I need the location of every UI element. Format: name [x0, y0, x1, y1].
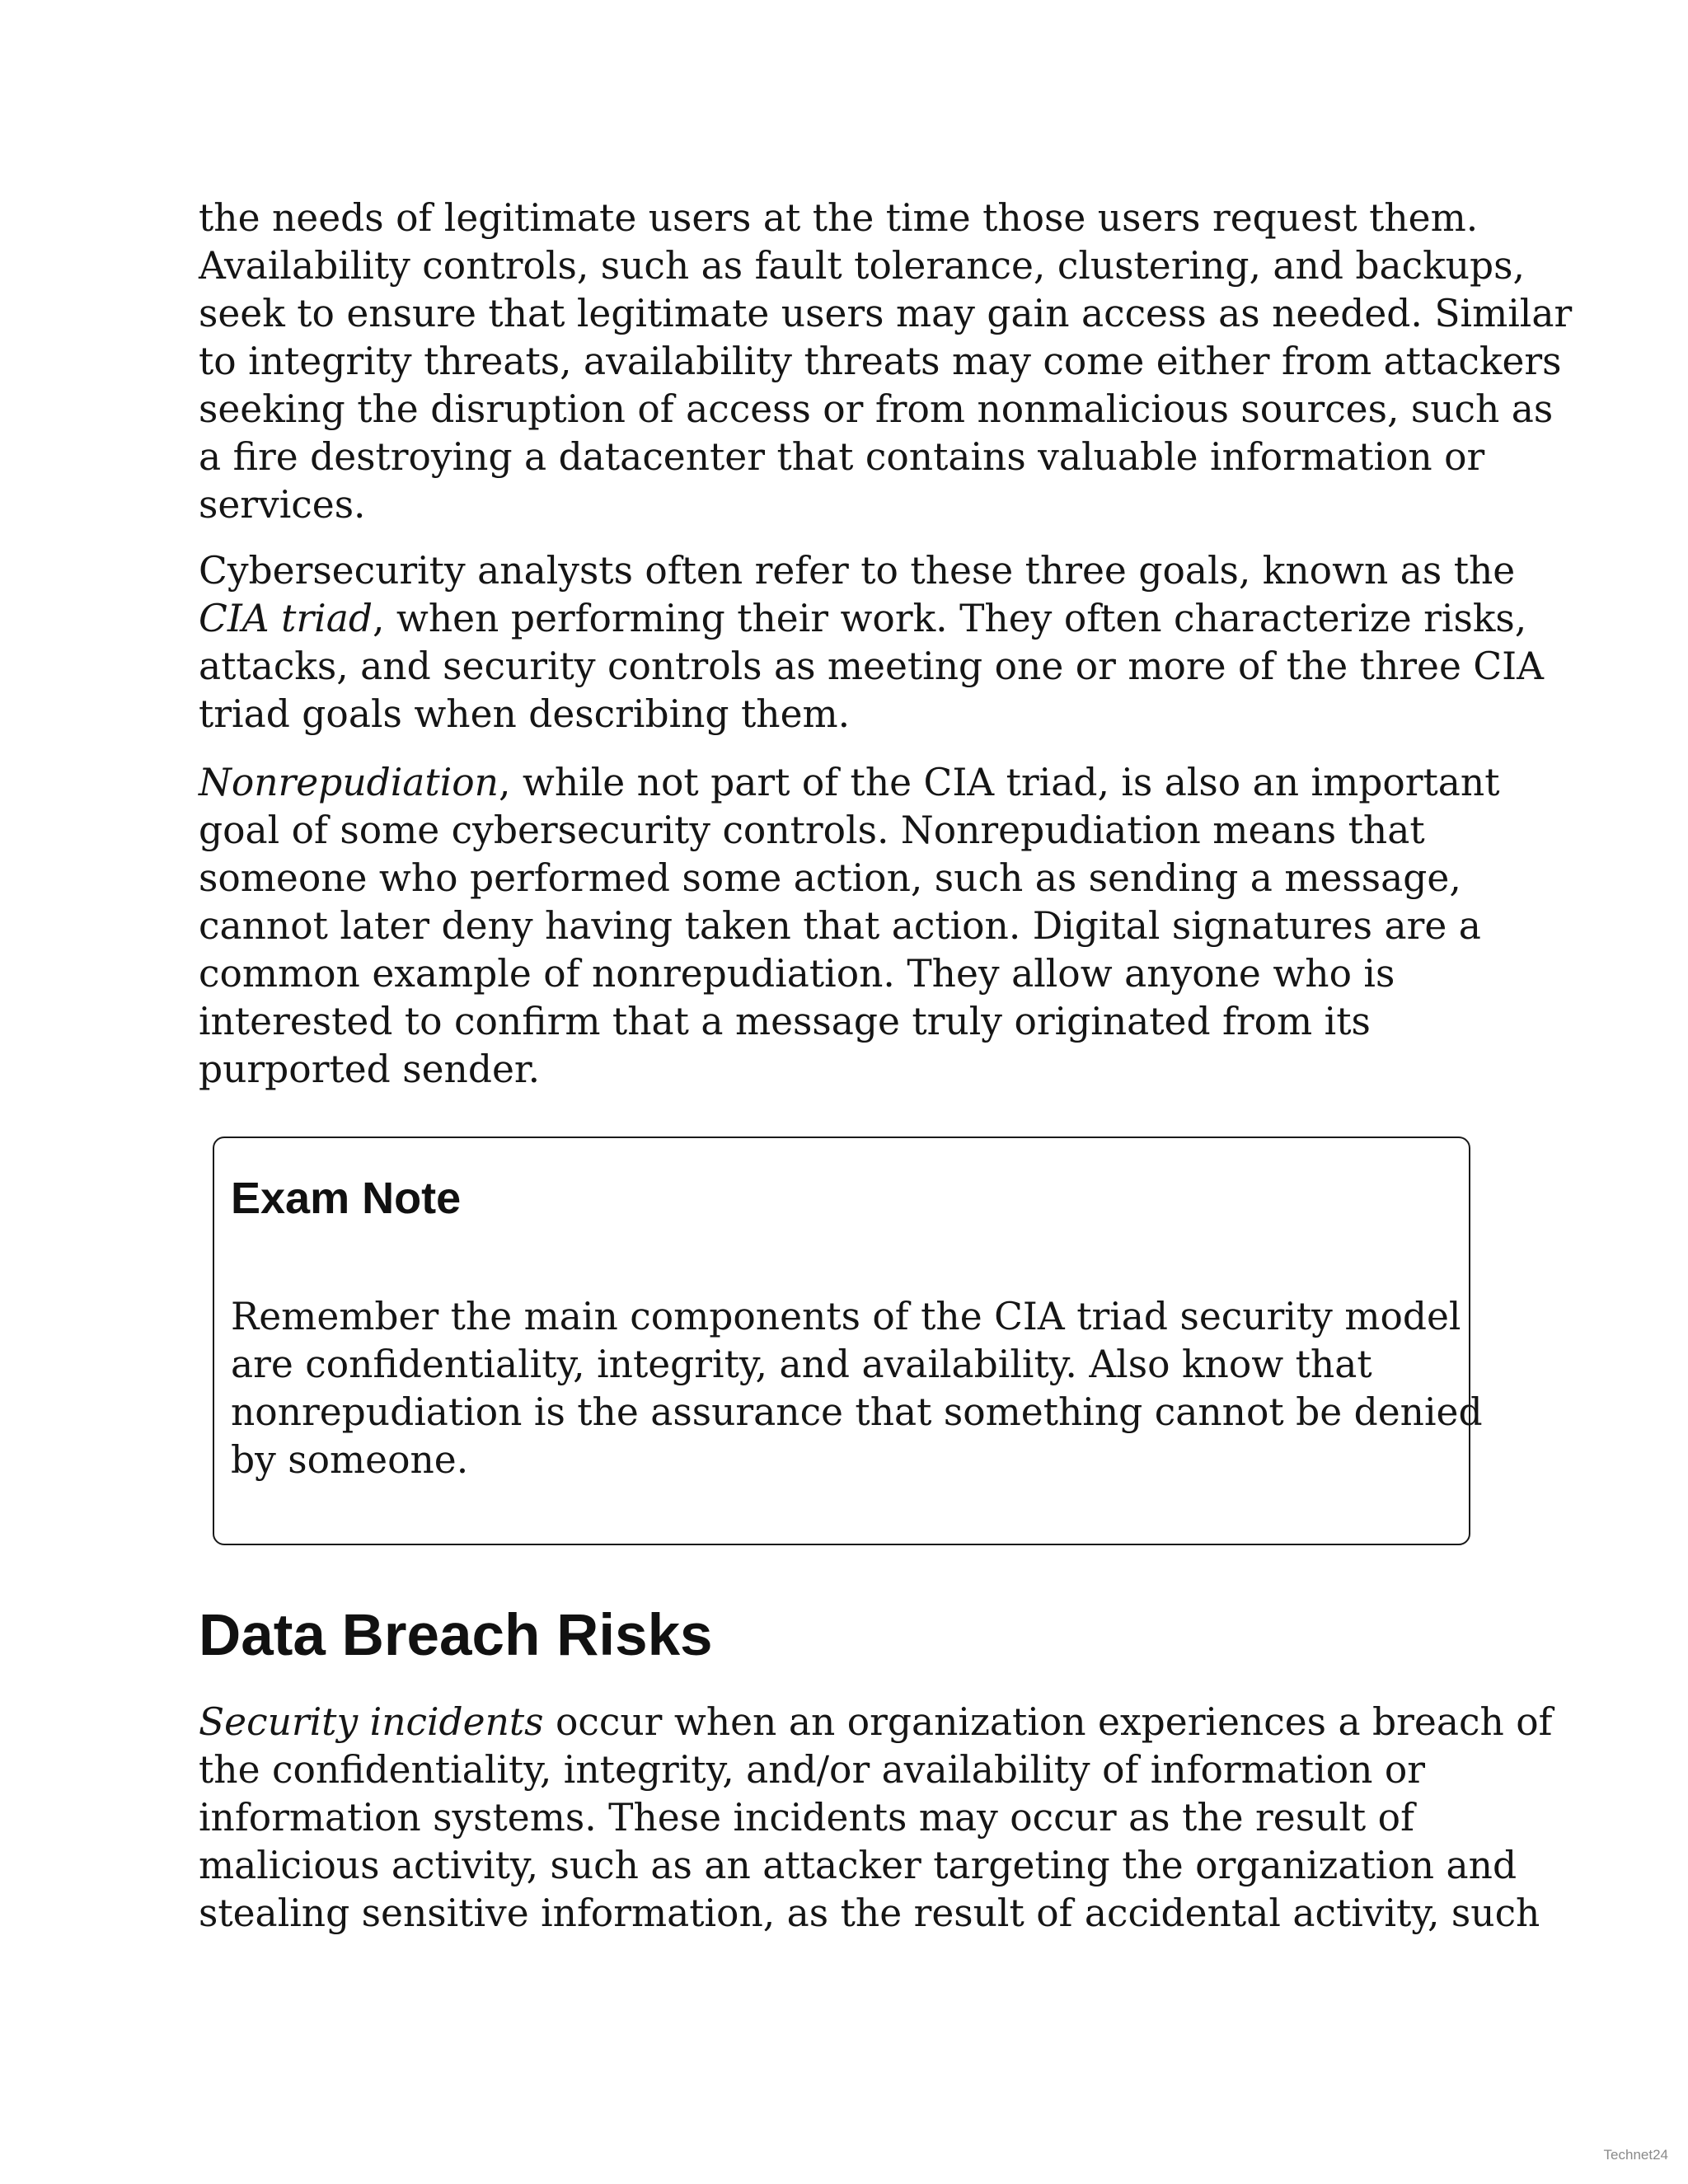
text-line: goal of some cybersecurity controls. Nonrepudiation means that: [199, 808, 1425, 852]
text-line: seek to ensure that legitimate users may gain access as needed. Similar: [199, 292, 1573, 335]
emphasis-term: Security incidents: [199, 1700, 544, 1744]
text-line: seeking the disruption of access or from nonmalicious sources, such as: [199, 387, 1554, 431]
emphasis-term: Nonrepudiation: [199, 761, 499, 804]
text-line: the needs of legitimate users at the time those users request them.: [199, 196, 1479, 240]
text-line: Availability controls, such as fault tolerance, clustering, and backups,: [199, 244, 1525, 288]
paragraph-nonrepudiation: [199, 759, 1501, 1094]
text-fragment: , when performing their work. They often characterize risks,: [372, 597, 1527, 640]
paragraph-security-incidents: [199, 1699, 1553, 1938]
text-line: [199, 1699, 1553, 1746]
exam-note-title: Exam Note: [231, 1174, 462, 1223]
text-line: common example of nonrepudiation. They allow anyone who is: [199, 952, 1395, 996]
paragraph-cia-triad: [199, 547, 1544, 738]
text-line: malicious activity, such as an attacker targeting the organization and: [199, 1844, 1517, 1887]
emphasis-term: CIA triad: [199, 597, 373, 640]
text-fragment: , while not part of the CIA triad, is also an important: [498, 761, 1500, 804]
text-line: by someone.: [231, 1438, 469, 1482]
text-line: someone who performed some action, such as sending a message,: [199, 856, 1461, 900]
text-line: services.: [199, 483, 366, 527]
watermark-text: Technet24: [1603, 2147, 1668, 2163]
text-line: cannot later deny having taken that action. Digital signatures are a: [199, 904, 1481, 948]
paragraph-availability: [199, 194, 1573, 529]
text-line: information systems. These incidents may occur as the result of: [199, 1796, 1414, 1840]
text-fragment: occur when an organization experiences a breach of: [543, 1700, 1553, 1744]
text-line: interested to confirm that a message truly originated from its: [199, 1000, 1371, 1043]
text-line: nonrepudiation is the assurance that something cannot be denied: [231, 1390, 1483, 1434]
text-line: stealing sensitive information, as the result of accidental activity, such: [199, 1891, 1540, 1935]
text-line: a fire destroying a datacenter that contains valuable information or: [199, 435, 1485, 479]
text-line: Remember the main components of the CIA triad security model: [231, 1295, 1461, 1338]
text-line: attacks, and security controls as meeting one or more of the three CIA: [199, 644, 1544, 688]
text-line: the confidentiality, integrity, and/or availability of information or: [199, 1748, 1426, 1792]
text-line: are confidentiality, integrity, and availability. Also know that: [231, 1343, 1372, 1386]
text-line: [199, 759, 1501, 807]
text-line: [199, 595, 1527, 643]
text-line: Cybersecurity analysts often refer to these three goals, known as the: [199, 549, 1516, 593]
text-line: triad goals when describing them.: [199, 692, 851, 736]
text-line: purported sender.: [199, 1047, 541, 1091]
section-heading: Data Breach Risks: [199, 1603, 713, 1668]
text-line: to integrity threats, availability threats may come either from attackers: [199, 340, 1562, 383]
exam-note-text: [231, 1293, 1483, 1484]
